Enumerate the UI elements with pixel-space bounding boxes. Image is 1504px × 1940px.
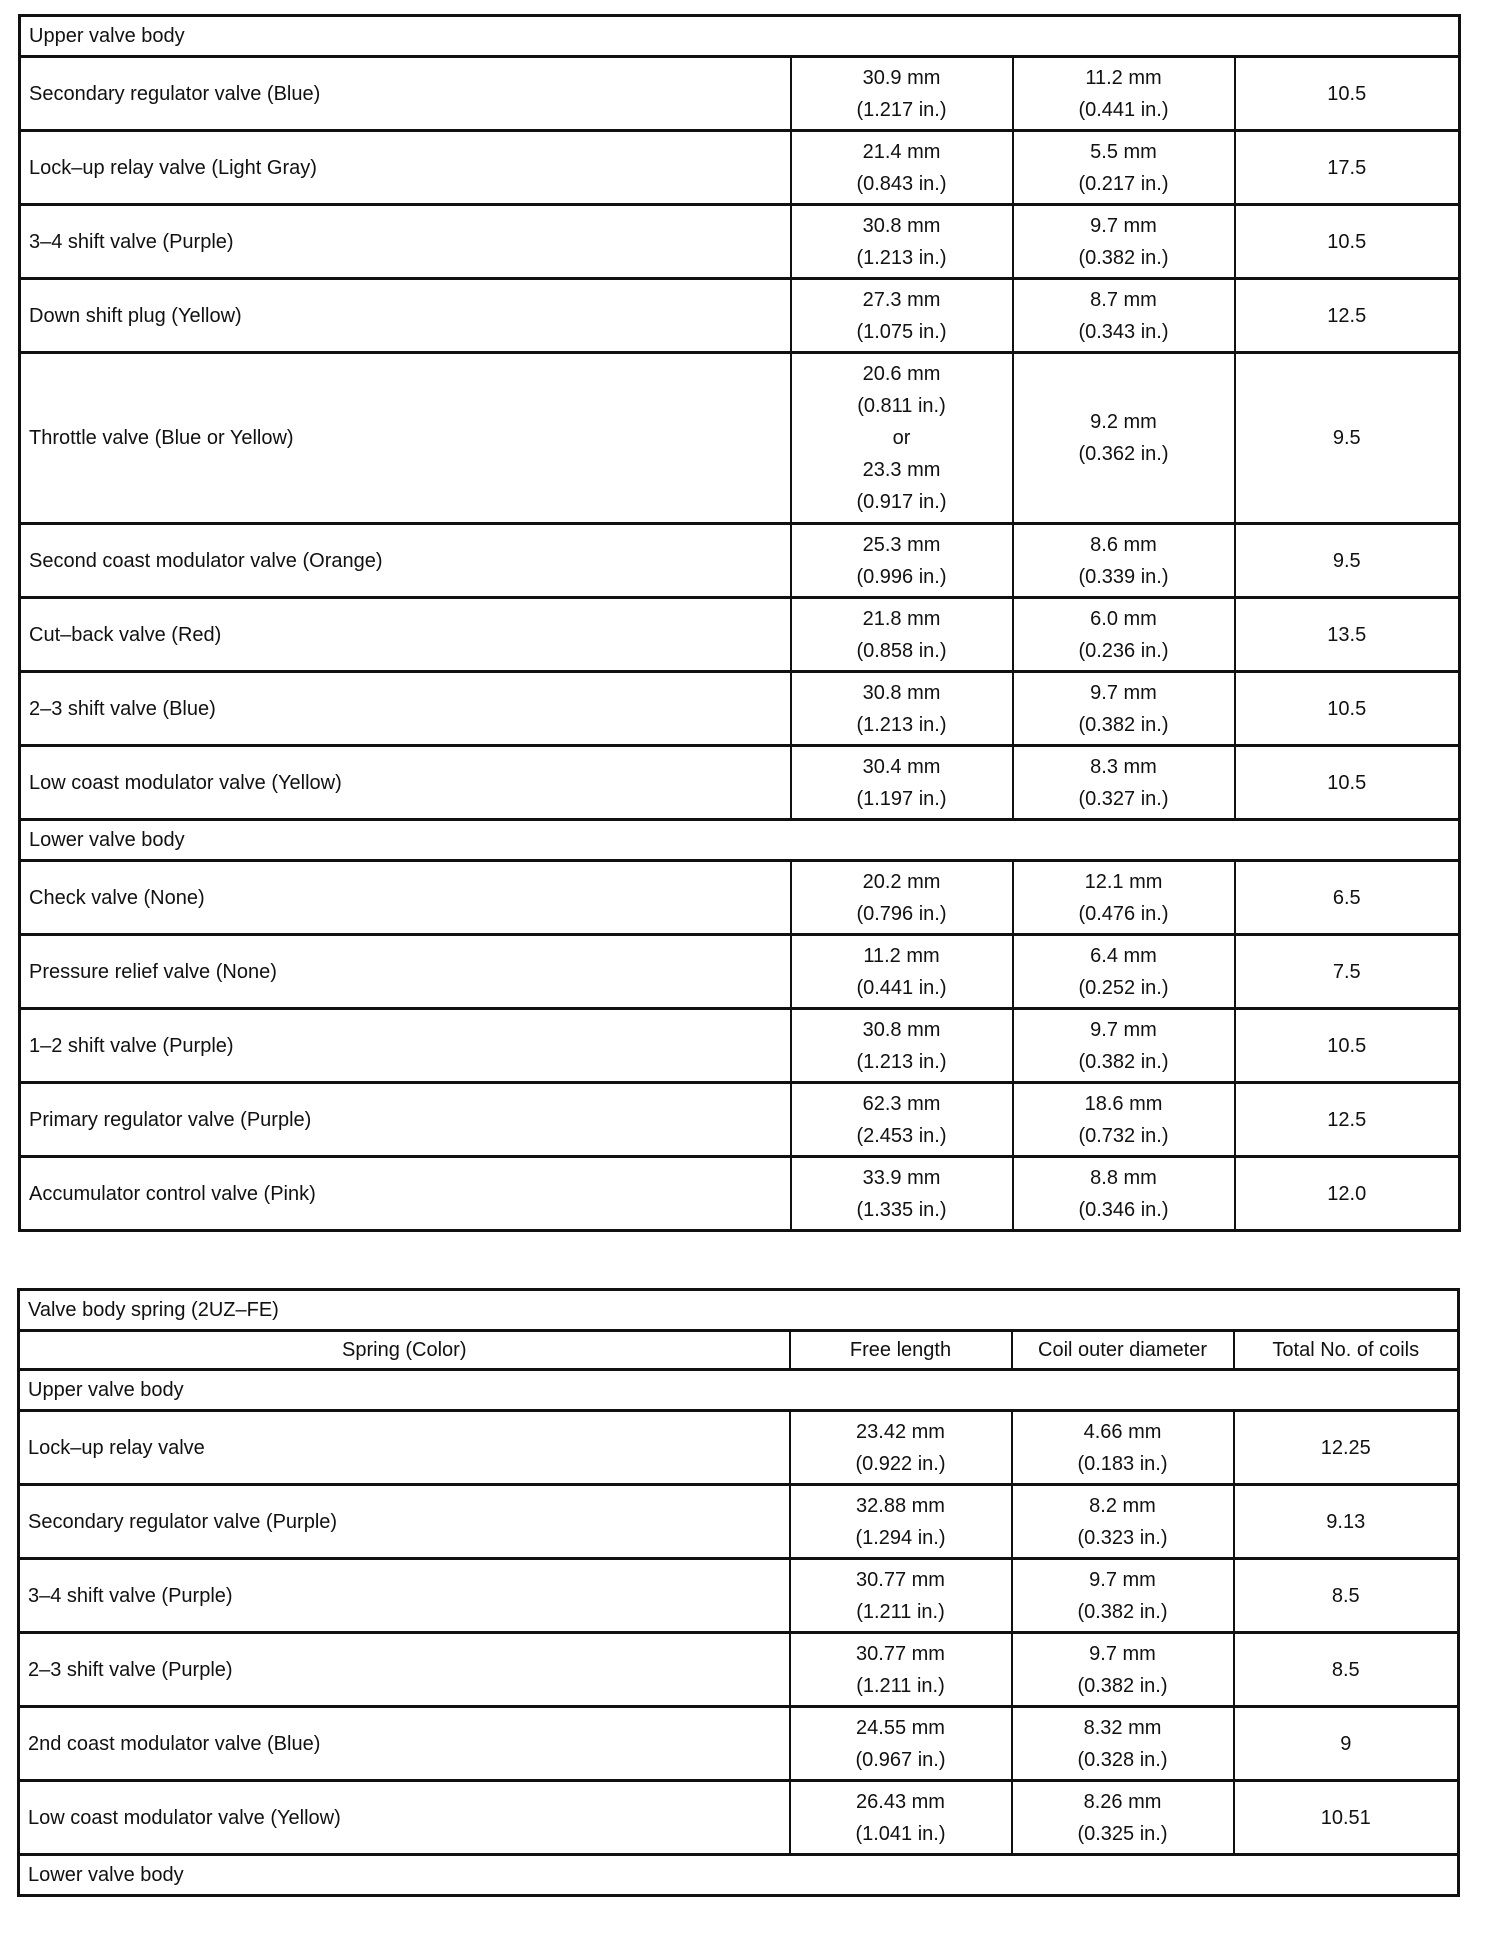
free-length-cell (790, 1781, 1012, 1855)
coil-outer-diameter-line: 8.8 mm (1090, 1166, 1157, 1189)
coil-outer-diameter-line: (0.382 in.) (1077, 1600, 1168, 1623)
free-length-line: (1.211 in.) (856, 1600, 945, 1623)
free-length-line: (0.996 in.) (856, 565, 947, 588)
header-total-coils: Total No. of coils (1234, 1331, 1459, 1370)
free-length-cell (791, 279, 1013, 353)
spring-name: 3–4 shift valve (Purple) (19, 1559, 790, 1633)
total-coils: 10.5 (1235, 746, 1460, 820)
coil-outer-diameter-cell (1013, 935, 1235, 1009)
section-title: Lower valve body (20, 820, 1460, 861)
coil-outer-diameter-line: (0.441 in.) (1078, 98, 1169, 121)
table-row (20, 57, 1460, 131)
free-length-cell (790, 1707, 1012, 1781)
spring-name: 2–3 shift valve (Blue) (20, 672, 791, 746)
free-length-line: (1.213 in.) (856, 1050, 947, 1073)
coil-outer-diameter-line: (0.362 in.) (1078, 443, 1169, 465)
section-header-row (19, 1855, 1459, 1896)
free-length-cell (791, 1009, 1013, 1083)
free-length-line: (1.217 in.) (856, 98, 947, 121)
coil-outer-diameter-cell (1013, 672, 1235, 746)
coil-outer-diameter-line: 9.7 mm (1089, 1642, 1156, 1665)
coil-outer-diameter-cell (1013, 57, 1235, 131)
free-length-line: 32.88 mm (856, 1494, 945, 1517)
coil-outer-diameter-line: (0.236 in.) (1078, 639, 1169, 662)
coil-outer-diameter-cell (1013, 598, 1235, 672)
spring-name: Accumulator control valve (Pink) (20, 1157, 791, 1231)
coil-outer-diameter-line: 8.6 mm (1090, 533, 1157, 556)
free-length-line: (0.843 in.) (856, 172, 947, 195)
free-length-line: 26.43 mm (856, 1790, 945, 1813)
free-length-line: (1.335 in.) (856, 1198, 947, 1221)
coil-outer-diameter-line: 6.0 mm (1090, 607, 1157, 630)
free-length-line: 33.9 mm (862, 1166, 941, 1189)
free-length-line: 21.4 mm (862, 140, 941, 163)
total-coils: 9.13 (1234, 1485, 1459, 1559)
coil-outer-diameter-cell (1013, 861, 1235, 935)
total-coils: 10.5 (1235, 57, 1460, 131)
total-coils: 8.5 (1234, 1559, 1459, 1633)
table-row (20, 672, 1460, 746)
spring-name: 1–2 shift valve (Purple) (20, 1009, 791, 1083)
coil-outer-diameter-line: (0.382 in.) (1078, 713, 1169, 736)
total-coils: 9.5 (1235, 353, 1460, 524)
total-coils: 10.5 (1235, 1009, 1460, 1083)
spring-name: Throttle valve (Blue or Yellow) (20, 353, 791, 524)
table-row (19, 1707, 1459, 1781)
coil-outer-diameter-line: 9.7 mm (1089, 1568, 1156, 1591)
coil-outer-diameter-line: 12.1 mm (1084, 870, 1163, 893)
section-title: Lower valve body (19, 1855, 1459, 1896)
table-row (20, 1083, 1460, 1157)
free-length-line: or (892, 427, 911, 449)
coil-outer-diameter-line: 9.7 mm (1090, 214, 1157, 237)
coil-outer-diameter-cell (1012, 1633, 1234, 1707)
free-length-cell (790, 1485, 1012, 1559)
free-length-line: 21.8 mm (862, 607, 941, 630)
free-length-line: (0.922 in.) (855, 1452, 946, 1475)
free-length-line: (0.441 in.) (856, 976, 947, 999)
spring-name: Cut–back valve (Red) (20, 598, 791, 672)
spring-name: Check valve (None) (20, 861, 791, 935)
coil-outer-diameter-line: 9.7 mm (1090, 681, 1157, 704)
spring-name: 3–4 shift valve (Purple) (20, 205, 791, 279)
free-length-line: 62.3 mm (862, 1092, 941, 1115)
total-coils: 12.0 (1235, 1157, 1460, 1231)
table-row (19, 1781, 1459, 1855)
header-spring-color: Spring (Color) (19, 1331, 790, 1370)
free-length-line: 30.8 mm (862, 1018, 941, 1041)
coil-outer-diameter-cell (1013, 279, 1235, 353)
coil-outer-diameter-line: (0.217 in.) (1078, 172, 1169, 195)
free-length-line: 30.9 mm (862, 66, 941, 89)
free-length-cell (791, 1083, 1013, 1157)
free-length-cell (790, 1559, 1012, 1633)
table-row (19, 1411, 1459, 1485)
free-length-cell (791, 205, 1013, 279)
coil-outer-diameter-cell (1013, 746, 1235, 820)
spring-name: Pressure relief valve (None) (20, 935, 791, 1009)
coil-outer-diameter-line: 8.3 mm (1090, 755, 1157, 778)
total-coils: 8.5 (1234, 1633, 1459, 1707)
coil-outer-diameter-line: (0.382 in.) (1078, 246, 1169, 269)
coil-outer-diameter-cell (1013, 524, 1235, 598)
coil-outer-diameter-line: (0.325 in.) (1077, 1822, 1168, 1845)
free-length-line: (0.811 in.) (857, 395, 946, 417)
coil-outer-diameter-cell (1013, 131, 1235, 205)
coil-outer-diameter-line: 8.7 mm (1090, 288, 1157, 311)
coil-outer-diameter-line: (0.476 in.) (1078, 902, 1169, 925)
table-row (19, 1485, 1459, 1559)
table-title: Valve body spring (2UZ–FE) (19, 1290, 1459, 1331)
total-coils: 17.5 (1235, 131, 1460, 205)
coil-outer-diameter-line: 8.26 mm (1083, 1790, 1162, 1813)
coil-outer-diameter-line: (0.183 in.) (1077, 1452, 1168, 1475)
free-length-cell (791, 353, 1013, 524)
free-length-line: 11.2 mm (863, 944, 940, 967)
free-length-line: 30.77 mm (856, 1568, 945, 1591)
coil-outer-diameter-line: 9.7 mm (1090, 1018, 1157, 1041)
spring-name: Low coast modulator valve (Yellow) (19, 1781, 790, 1855)
table-row (20, 524, 1460, 598)
table-row (20, 205, 1460, 279)
coil-outer-diameter-line: 18.6 mm (1084, 1092, 1163, 1115)
free-length-line: (1.294 in.) (855, 1526, 946, 1549)
free-length-line: 20.6 mm (862, 363, 941, 385)
coil-outer-diameter-line: (0.732 in.) (1078, 1124, 1169, 1147)
free-length-cell (791, 672, 1013, 746)
total-coils: 7.5 (1235, 935, 1460, 1009)
free-length-line: (0.967 in.) (855, 1748, 946, 1771)
column-header-row (19, 1331, 1459, 1370)
free-length-cell (791, 935, 1013, 1009)
spring-name: Lock–up relay valve (19, 1411, 790, 1485)
table-row (20, 279, 1460, 353)
coil-outer-diameter-line: 5.5 mm (1090, 140, 1157, 163)
coil-outer-diameter-cell (1012, 1707, 1234, 1781)
coil-outer-diameter-line: (0.346 in.) (1078, 1198, 1169, 1221)
coil-outer-diameter-line: 8.32 mm (1083, 1716, 1162, 1739)
coil-outer-diameter-line: (0.328 in.) (1077, 1748, 1168, 1771)
spring-name: 2–3 shift valve (Purple) (19, 1633, 790, 1707)
coil-outer-diameter-cell (1013, 1009, 1235, 1083)
table-row (19, 1559, 1459, 1633)
total-coils: 9.5 (1235, 524, 1460, 598)
coil-outer-diameter-line: 4.66 mm (1083, 1420, 1162, 1443)
total-coils: 13.5 (1235, 598, 1460, 672)
table-row (20, 1157, 1460, 1231)
free-length-line: 20.2 mm (862, 870, 941, 893)
table-row (19, 1633, 1459, 1707)
total-coils: 12.5 (1235, 1083, 1460, 1157)
spring-name: Primary regulator valve (Purple) (20, 1083, 791, 1157)
free-length-cell (790, 1411, 1012, 1485)
total-coils: 6.5 (1235, 861, 1460, 935)
free-length-cell (791, 57, 1013, 131)
table-row (20, 746, 1460, 820)
coil-outer-diameter-line: (0.339 in.) (1078, 565, 1169, 588)
free-length-line: 30.8 mm (862, 681, 941, 704)
table-row (20, 353, 1460, 524)
coil-outer-diameter-line: (0.382 in.) (1077, 1674, 1168, 1697)
free-length-line: 24.55 mm (856, 1716, 945, 1739)
valve-body-spring-table-2uz-fe (17, 1288, 1460, 1897)
spring-name: Down shift plug (Yellow) (20, 279, 791, 353)
section-header-row (20, 16, 1460, 57)
spring-name: Low coast modulator valve (Yellow) (20, 746, 791, 820)
free-length-line: (1.213 in.) (856, 246, 947, 269)
coil-outer-diameter-cell (1012, 1485, 1234, 1559)
coil-outer-diameter-line: 8.2 mm (1089, 1494, 1156, 1517)
table-row (20, 131, 1460, 205)
free-length-cell (791, 131, 1013, 205)
free-length-line: (0.796 in.) (856, 902, 947, 925)
total-coils: 12.25 (1234, 1411, 1459, 1485)
free-length-cell (791, 598, 1013, 672)
coil-outer-diameter-line: (0.382 in.) (1078, 1050, 1169, 1073)
coil-outer-diameter-line: 9.2 mm (1090, 411, 1157, 433)
free-length-line: 23.42 mm (856, 1420, 945, 1443)
spring-name: Lock–up relay valve (Light Gray) (20, 131, 791, 205)
free-length-line: (1.041 in.) (855, 1822, 946, 1845)
coil-outer-diameter-cell (1013, 1083, 1235, 1157)
total-coils: 10.5 (1235, 205, 1460, 279)
coil-outer-diameter-cell (1012, 1559, 1234, 1633)
free-length-cell (790, 1633, 1012, 1707)
section-title: Upper valve body (20, 16, 1460, 57)
section-header-row (19, 1370, 1459, 1411)
table-row (20, 861, 1460, 935)
coil-outer-diameter-cell (1013, 205, 1235, 279)
table-row (20, 935, 1460, 1009)
free-length-line: (1.211 in.) (856, 1674, 945, 1697)
free-length-cell (791, 1157, 1013, 1231)
coil-outer-diameter-line: (0.323 in.) (1077, 1526, 1168, 1549)
coil-outer-diameter-cell (1013, 1157, 1235, 1231)
free-length-line: (1.213 in.) (856, 713, 947, 736)
spring-name: Second coast modulator valve (Orange) (20, 524, 791, 598)
total-coils: 10.51 (1234, 1781, 1459, 1855)
total-coils: 12.5 (1235, 279, 1460, 353)
coil-outer-diameter-line: (0.343 in.) (1078, 320, 1169, 343)
table-title-row (19, 1290, 1459, 1331)
spring-name: Secondary regulator valve (Purple) (19, 1485, 790, 1559)
section-header-row (20, 820, 1460, 861)
free-length-line: 30.77 mm (856, 1642, 945, 1665)
coil-outer-diameter-line: 6.4 mm (1090, 944, 1157, 967)
coil-outer-diameter-line: (0.327 in.) (1078, 787, 1169, 810)
table-row (20, 1009, 1460, 1083)
free-length-line: (0.917 in.) (856, 491, 947, 513)
free-length-line: 25.3 mm (862, 533, 941, 556)
table-row (20, 598, 1460, 672)
free-length-cell (791, 746, 1013, 820)
spring-name: Secondary regulator valve (Blue) (20, 57, 791, 131)
free-length-cell (791, 861, 1013, 935)
free-length-cell (791, 524, 1013, 598)
coil-outer-diameter-cell (1012, 1781, 1234, 1855)
total-coils: 10.5 (1235, 672, 1460, 746)
free-length-line: 23.3 mm (862, 459, 941, 481)
free-length-line: (1.197 in.) (856, 787, 947, 810)
header-free-length: Free length (790, 1331, 1012, 1370)
header-coil-outer-diameter: Coil outer diameter (1012, 1331, 1234, 1370)
spring-name: 2nd coast modulator valve (Blue) (19, 1707, 790, 1781)
total-coils: 9 (1234, 1707, 1459, 1781)
free-length-line: 30.8 mm (862, 214, 941, 237)
section-title: Upper valve body (19, 1370, 1459, 1411)
free-length-line: (0.858 in.) (856, 639, 947, 662)
free-length-line: 27.3 mm (862, 288, 941, 311)
coil-outer-diameter-line: (0.252 in.) (1078, 976, 1169, 999)
free-length-line: 30.4 mm (862, 755, 941, 778)
free-length-line: (1.075 in.) (856, 320, 947, 343)
valve-body-spring-table-continued (18, 14, 1461, 1232)
coil-outer-diameter-line: 11.2 mm (1085, 66, 1162, 89)
free-length-line: (2.453 in.) (856, 1124, 947, 1147)
coil-outer-diameter-cell (1012, 1411, 1234, 1485)
coil-outer-diameter-cell (1013, 353, 1235, 524)
